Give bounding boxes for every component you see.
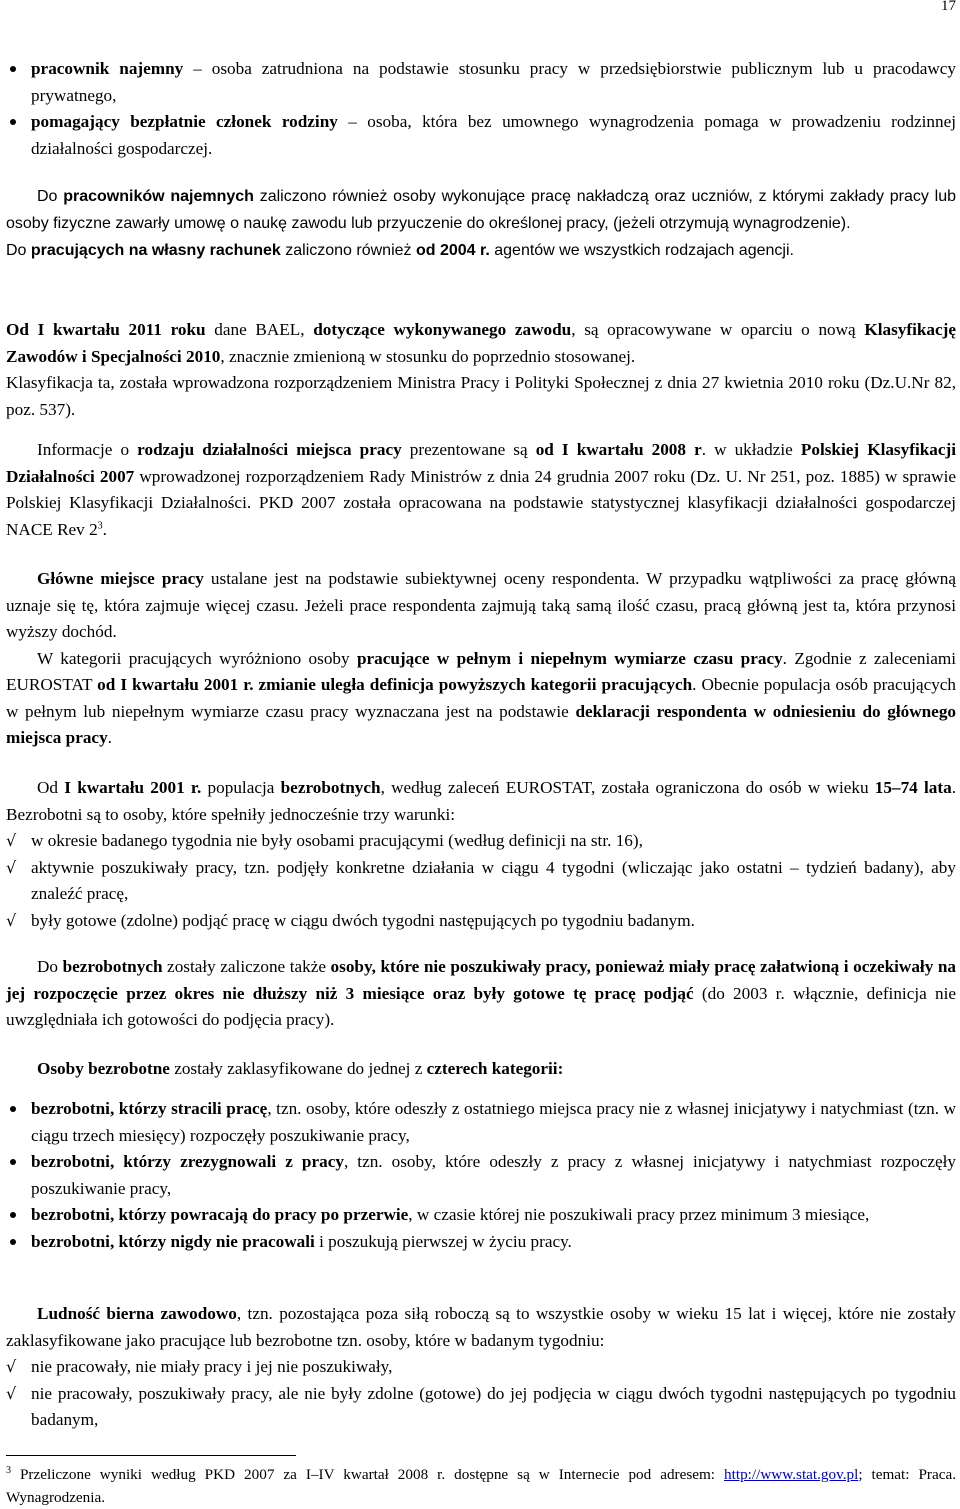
list-item: √ były gotowe (zdolne) podjąć pracę w ciągu dwóch tygodni następujących po tygodniu badanym. <box>6 908 956 935</box>
conditions-list <box>6 828 956 934</box>
list-item: bezrobotni, którzy nigdy nie pracowali i poszukują pierwszej w życiu pracy. <box>6 1229 956 1256</box>
list-item: bezrobotni, którzy powracają do pracy po przerwie, w czasie której nie poszukiwali pracy przez minimum 3 miesiące, <box>6 1202 956 1229</box>
paragraph-unemployed-also: Do bezrobotnych zostały zaliczone także osoby, które nie poszukiwały pracy, ponieważ miały pracę załatwioną i oczekiwały na jej rozpoczęcie przez okres nie dłuższy niż 3 miesiące oraz były gotowe tę pracę podjąć (do 2003 r. włącznie, definicja nie uwzględniała ich gotowości do podjęcia pracy). <box>6 957 956 1029</box>
footnote-separator <box>6 1455 296 1456</box>
paragraph-unemployed: Od I kwartału 2001 r. populacja bezrobotnych, według zaleceń EUROSTAT, została ograniczona do osób w wieku 15–74 lata. Bezrobotni są to osoby, które spełniły jednocześnie trzy warunki: √ w okresie badanego tygodnia nie były osobami pracującymi (według definicji na str. 16), √ aktywnie poszukiwały pracy, tzn. podjęły konkretne działania w ciągu 4 tygodni (wliczając jako ostatni – tydzień badany), aby znaleźć pracę, √ były gotowe (zdolne) podjąć pracę w ciągu dwóch tygodni następujących po tygodniu badanym. <box>6 775 956 934</box>
list-item: bezrobotni, którzy stracili pracę, tzn. osoby, które odeszły z ostatniego miejsca pracy nie z własnej inicjatywy i natychmiast (tzn. w ciągu trzech miesięcy) rozpoczęły poszukiwanie pracy, <box>6 1096 956 1149</box>
paragraph-activity: Informacje o rodzaju działalności miejsca pracy prezentowane są od I kwartału 2008 r. w układzie Polskiej Klasyfikacji Działalności 2007 wprowadzonej rozporządzeniem Rady Ministrów z dnia 24 grudnia 2007 roku (Dz. U. Nr 251, poz. 1885) w sprawie Polskiej Klasyfikacji Działalności. PKD 2007 została opracowana na podstawie statystycznej klasyfikacji działalności gospodarczej NACE Rev $2^3$. <box>6 440 956 539</box>
term: pomagający bezpłatnie członek rodziny <box>31 112 338 131</box>
categories-list <box>6 1096 956 1255</box>
check-icon: √ <box>6 857 17 877</box>
paragraph-main-job: Główne miejsce pracy ustalane jest na podstawie subiektywnej oceny respondenta. W przypadku wątpliwości za pracę główną uznaje się tę, która zajmuje więcej czasu. Jeżeli prace respondenta zajmują taką samą ilość czasu, pracą główną jest ta, która przynosi wyższy dochód. W kategorii pracujących wyróżniono osoby pracujące w pełnym i niepełnym wymiarze czasu pracy. Zgodnie z zaleceniami EUROSTAT od I kwartału 2001 r. zmianie uległa definicja powyższych kategorii pracujących. Obecnie populacja osób pracujących w pełnym lub niepełnym wymiarze czasu pracy wyznaczana jest na podstawie deklaracji respondenta w odniesieniu do głównego miejsca pracy. <box>6 569 957 747</box>
page-number: 17 <box>941 0 956 14</box>
definition: – osoba, która bez umownego wynagrodzenia pomaga w prowadzeniu rodzinnej działalności gospodarczej. <box>31 112 956 158</box>
inactive-list <box>6 1354 956 1434</box>
paragraph-employees: Do pracowników najemnych zaliczono również osoby wykonujące pracę nakładczą oraz uczniów, z którymi zakłady pracy lub osoby fizyczne zawarły umowę o naukę zawodu lub przyuczenie do określonej pracy, (jeżeli otrzymują wynagrodzenie). Do pracujących na własny rachunek zaliczono również od 2004 r. agentów we wszystkich rodzajach agencji. <box>6 188 956 259</box>
list-item <box>6 109 956 162</box>
list-item: √ w okresie badanego tygodnia nie były osobami pracującymi (według definicji na str. 16), <box>6 828 956 855</box>
paragraph-categories-intro: Osoby bezrobotne zostały zaklasyfikowane do jednej z czterech kategorii: <box>37 1059 564 1078</box>
check-icon: √ <box>6 1383 17 1403</box>
check-icon: √ <box>6 910 17 930</box>
paragraph-inactive: Ludność bierna zawodowo, tzn. pozostająca poza siłą roboczą są to wszystkie osoby w wieku 15 lat i więcej, które nie zostały zaklasyfikowane jako pracujące lub bezrobotne tzn. osoby, które w badanym tygodniu: √ nie pracowały, nie miały pracy i jej nie poszukiwały, √ nie pracowały, poszukiwały pracy, ale nie były zdolne (gotowe) do jej podjęcia w ciągu dwóch tygodni następujących po tygodniu badanym, <box>6 1301 956 1434</box>
stat-gov-link[interactable]: http://www.stat.gov.pl <box>724 1466 859 1483</box>
footnote: $^3$ Przeliczone wyniki według PKD 2007 za I–IV kwartał 2008 r. dostępne są w Internecie pod adresem: http://www.stat.gov.pl; temat: Praca. Wynagrodzenia. <box>6 1464 957 1506</box>
definition: – osoba zatrudniona na podstawie stosunku pracy w przedsiębiorstwie publicznym lub u pracodawcy prywatnego, <box>31 59 957 105</box>
term: pracownik najemny <box>31 59 184 78</box>
list-item: √ nie pracowały, nie miały pracy i jej nie poszukiwały, <box>6 1354 956 1381</box>
paragraph-occupation: Od I kwartału 2011 roku dane BAEL, dotyczące wykonywanego zawodu, są opracowywane w oparciu o nową Klasyfikację Zawodów i Specjalności 2010, znacznie zmienioną w stosunku do poprzednio stosowanej. Klasyfikacja ta, została wprowadzona rozporządzeniem Ministra Pracy i Polityki Społecznej z dnia 27 kwietnia 2010 roku (Dz.U.Nr 82, poz. 537). <box>6 320 956 419</box>
list-item: bezrobotni, którzy zrezygnowali z pracy, tzn. osoby, które odeszły z pracy z własnej inicjatywy i natychmiast rozpoczęły poszukiwanie pracy, <box>6 1149 956 1202</box>
list-item <box>6 56 956 109</box>
list-item: √ aktywnie poszukiwały pracy, tzn. podjęły konkretne działania w ciągu 4 tygodni (wliczając jako ostatni – tydzień badany), aby znaleźć pracę, <box>6 855 956 908</box>
check-icon: √ <box>6 1357 17 1376</box>
check-icon: √ <box>6 831 17 850</box>
list-item: √ nie pracowały, poszukiwały pracy, ale nie były zdolne (gotowe) do jej podjęcia w ciągu dwóch tygodni następujących po tygodniu badanym, <box>6 1381 956 1434</box>
worker-types-list <box>6 56 956 162</box>
